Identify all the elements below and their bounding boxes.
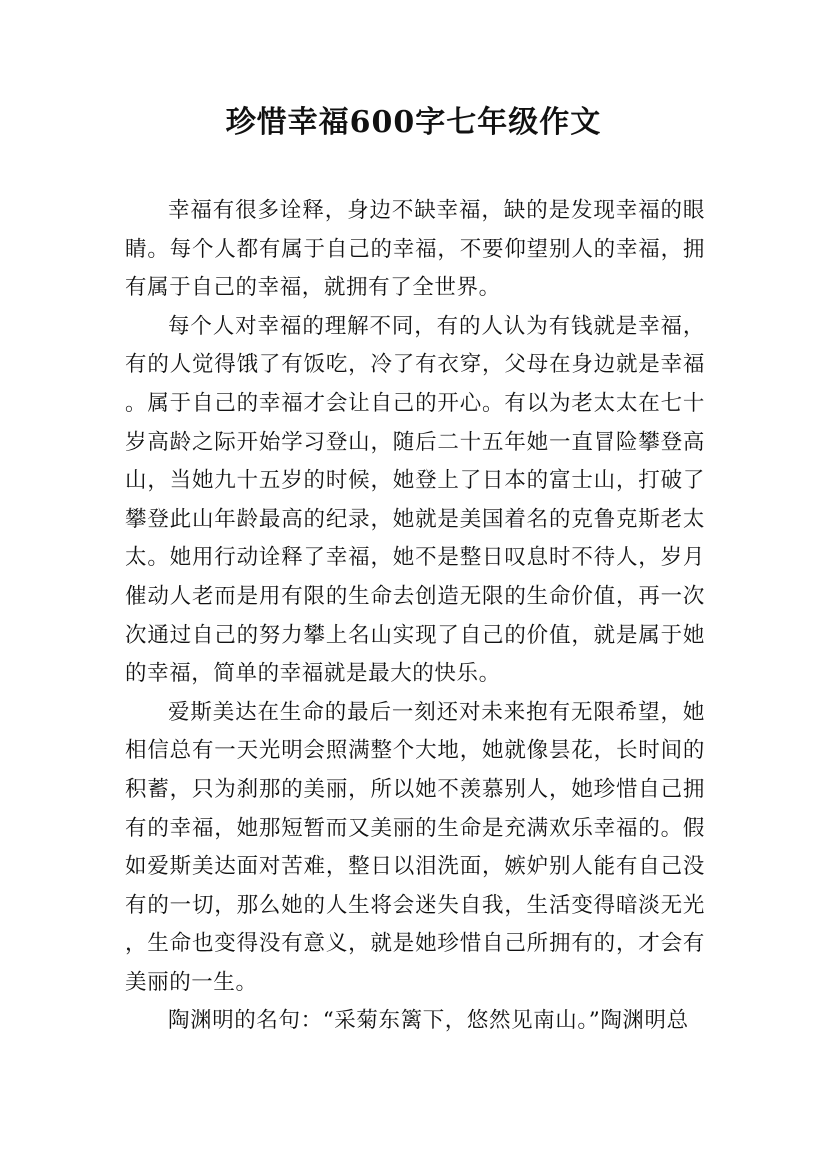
paragraph: 陶渊明的名句：“采菊东篱下，悠然见南山。”陶渊明总: [168, 1008, 689, 1034]
document-body: [125, 192, 705, 1041]
paragraph: 爱斯美达在生命的最后一刻还对未来抱有无限希望，她相信总有一天光明会照满整个大地，她就像昙花，长时间的积蓄，只为刹那的美丽，所以她不羡慕别人，她珍惜自己拥有的幸福，她那短暂而又美丽的生命是充满欢乐幸福的。假如爱斯美达面对苦难，整日以泪洗面，嫉妒别人能有自己没有的一切，那么她的人生将会迷失自我，生活变得暗淡无光，生命也变得没有意义，就是她珍惜自己所拥有的，才会有美丽的一生。: [125, 699, 705, 995]
paragraph: 幸福有很多诠释，身边不缺幸福，缺的是发现幸福的眼睛。每个人都有属于自己的幸福，不要仰望别人的幸福，拥有属于自己的幸福，就拥有了全世界。: [125, 198, 705, 301]
paragraph: 每个人对幸福的理解不同，有的人认为有钱就是幸福，有的人觉得饿了有饭吃，冷了有衣穿，父母在身边就是幸福。属于自己的幸福才会让自己的开心。有以为老太太在七十岁高龄之际开始学习登山，随后二十五年她一直冒险攀登高山，当她九十五岁的时候，她登上了日本的富士山，打破了攀登此山年龄最高的纪录，她就是美国着名的克鲁克斯老太太。她用行动诠释了幸福，她不是整日叹息时不待人，岁月催动人老而是用有限的生命去创造无限的生命价值，再一次次通过自己的努力攀上名山实现了自己的价值，就是属于她的幸福，简单的幸福就是最大的快乐。: [125, 313, 705, 687]
document-title: 珍惜幸福600字七年级作文: [225, 105, 602, 140]
